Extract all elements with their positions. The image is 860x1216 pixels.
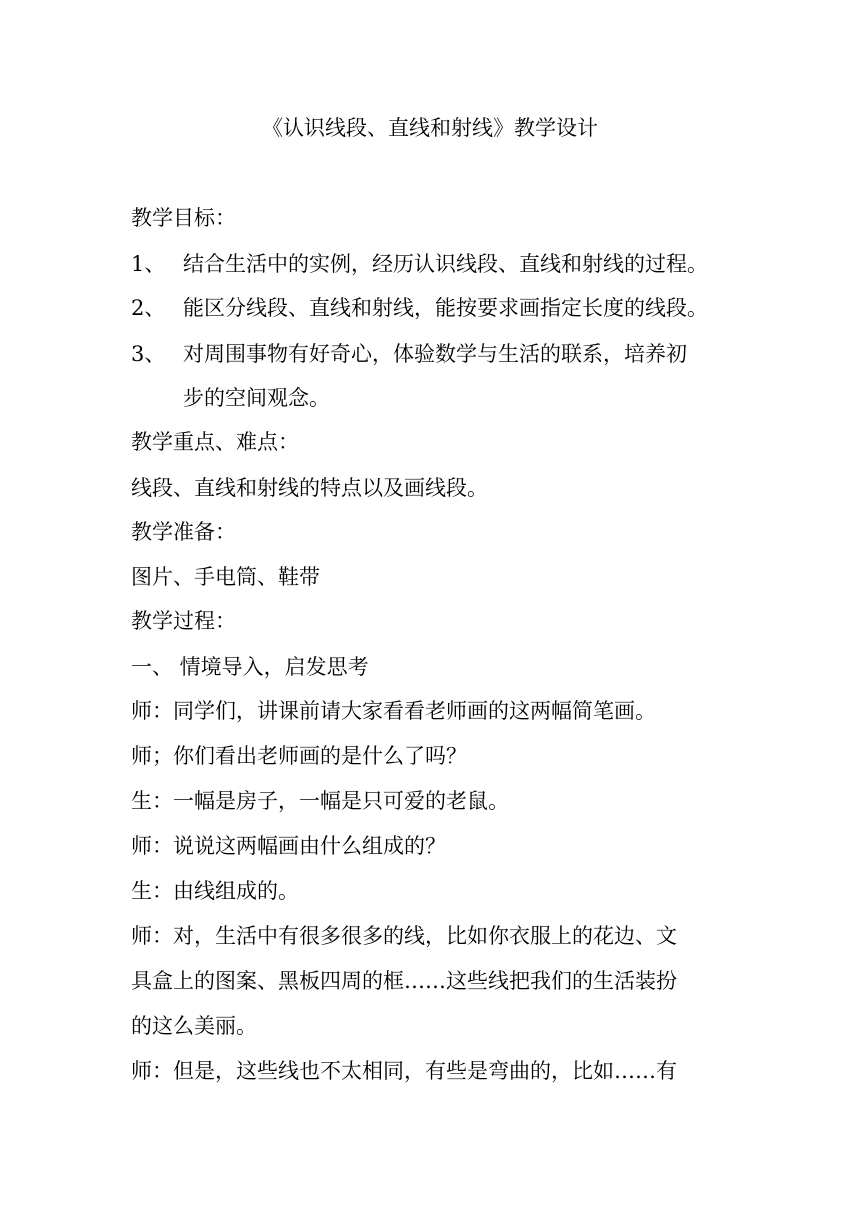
dialogue-line: 师：但是，这些线也不太相同，有些是弯曲的，比如……有 bbox=[131, 1059, 677, 1083]
objective-number: 3、 bbox=[131, 342, 166, 366]
dialogue-line: 生：由线组成的。 bbox=[131, 879, 299, 903]
objective-number: 2、 bbox=[131, 296, 166, 320]
objective-text-continued: 步的空间观念。 bbox=[183, 386, 330, 410]
dialogue-line: 师；你们看出老师画的是什么了吗？ bbox=[131, 744, 467, 768]
dialogue-line: 师：对，生活中有很多很多的线，比如你衣服上的花边、文 bbox=[131, 924, 677, 948]
objective-number: 1、 bbox=[131, 252, 166, 276]
objectives-heading: 教学目标： bbox=[131, 206, 236, 230]
preparation-text: 图片、手电筒、鞋带 bbox=[131, 565, 320, 589]
objective-text: 能区分线段、直线和射线，能按要求画指定长度的线段。 bbox=[183, 296, 708, 320]
objective-text: 对周围事物有好奇心，体验数学与生活的联系，培养初 bbox=[183, 342, 687, 366]
dialogue-line: 师：同学们，讲课前请大家看看老师画的这两幅简笔画。 bbox=[131, 699, 656, 723]
key-points-text: 线段、直线和射线的特点以及画线段。 bbox=[131, 476, 488, 500]
objective-text: 结合生活中的实例，经历认识线段、直线和射线的过程。 bbox=[183, 252, 708, 276]
preparation-heading: 教学准备： bbox=[131, 520, 236, 544]
section-heading: 一、 情境导入，启发思考 bbox=[131, 655, 369, 679]
dialogue-line: 生：一幅是房子，一幅是只可爱的老鼠。 bbox=[131, 789, 509, 813]
dialogue-line: 具盒上的图案、黑板四周的框……这些线把我们的生活装扮 bbox=[131, 969, 677, 993]
document-title: 《认识线段、直线和射线》教学设计 bbox=[262, 116, 598, 140]
key-points-heading: 教学重点、难点： bbox=[131, 430, 299, 454]
process-heading: 教学过程： bbox=[131, 609, 236, 633]
dialogue-line: 的这么美丽。 bbox=[131, 1014, 257, 1038]
dialogue-line: 师：说说这两幅画由什么组成的？ bbox=[131, 834, 446, 858]
